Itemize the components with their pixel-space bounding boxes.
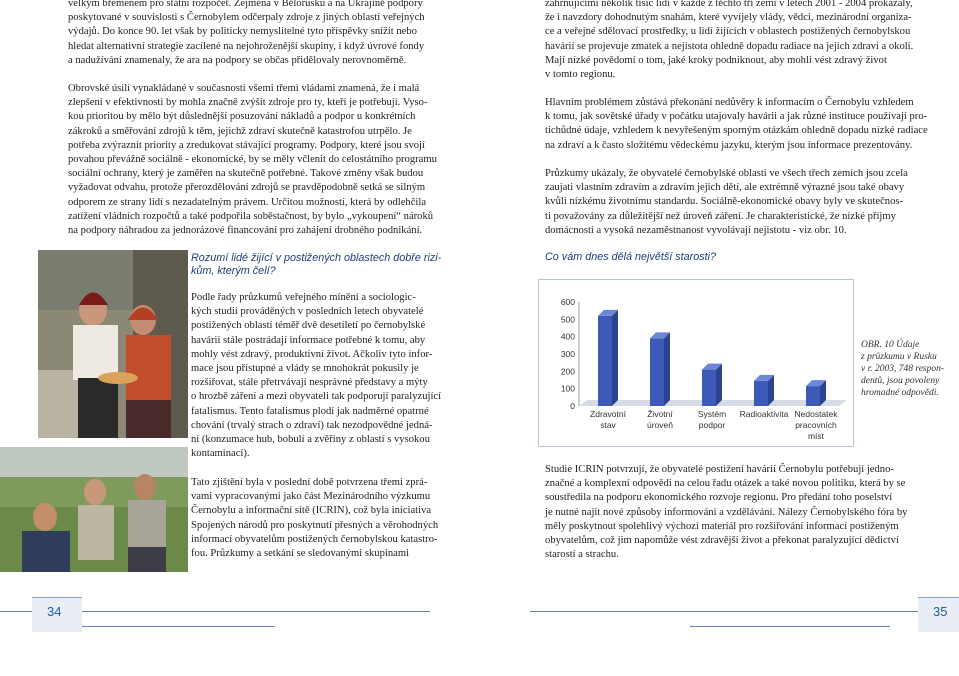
left-intro-line: a nadužívání znamenaly, že ara na podpory se občas přidělovaly nerovnoměrně. — [68, 54, 407, 66]
right-final-line: měly poskytnout spolehlivý výchozí materiál pro rozšiřování informací postiženým — [545, 520, 899, 532]
left-heading-line: kům, kterým čelí? — [191, 265, 276, 277]
right-final-line: je nutné najít nové způsoby informování a vzdělávání. Nálezy Černobylského fóra by — [545, 506, 908, 518]
left-rightcol-line: havárii stále postrádají informace potřebné k tomu, aby — [191, 334, 426, 346]
right-final-line: soustředila na podporu ekonomického rozvoje regionu. Pro předání toho poselství — [545, 492, 893, 504]
caption-line: z průzkumu v Rusku — [861, 352, 937, 362]
left-rightcol-line: kých studií prováděných v posledních letech obyvatelé — [191, 306, 424, 318]
caption-line: hromadné odpovědi. — [861, 388, 939, 398]
left-intro-line: poskytované v souvislosti s Černobylem odčerpaly zdroje z jiných oblastí veřejných — [68, 12, 425, 24]
x-tick-label: Zdravotní stav — [590, 409, 626, 430]
left-intro-line: velkým břemenem pro státní rozpočet. Zejména v Bělorusku a na Ukrajině podpory — [68, 0, 423, 9]
y-tick-label: 400 — [560, 331, 575, 342]
right-intro-line: v tomto regionu. — [545, 69, 616, 81]
right-third-line: zaujati vlastním zdravím a zdravím jejich dětí, ale extrémně výrazné jsou také obavy — [545, 182, 905, 194]
left-intro-line: výdajů. Do konce 90. let však by politicky nemyslitelné tyto příspěvky snížit nebo — [68, 26, 417, 38]
left-rightcol-line: Podle řady průzkumů veřejného mínění a sociologic- — [191, 292, 416, 303]
y-tick-label: 200 — [560, 366, 575, 377]
y-tick-label: 300 — [560, 349, 575, 359]
bar — [754, 381, 768, 406]
x-tick-label: Radioaktivita — [739, 409, 789, 419]
right-second-line: k tomu, jak sovětské úřady v počátku utajovaly havárii a jak různé instituce používají pro- — [545, 111, 928, 123]
right-intro-paragraph — [545, 0, 945, 82]
right-final-paragraph — [545, 463, 945, 562]
left-rightcol-line: chování (trvalý strach o zdraví) tak nezodpovědné jedná- — [191, 419, 433, 431]
y-tick-label: 600 — [560, 297, 575, 307]
left-second-line: zatížení vládních rozpočtů a také podpořila soběstačnost, by bylo „vykoupení“ nároků — [68, 210, 434, 222]
left-final-line: informací obyvatelům postižených černobylskou katastro- — [191, 533, 438, 545]
bar-side — [716, 364, 722, 406]
right-third-line: Průzkumy ukázaly, že obyvatelé černobylské oblasti ve všech třech zemích jsou zcela — [545, 168, 908, 179]
left-second-line: Obrovské úsilí vynakládané v současnosti všemi třemi vládami znamená, že i malá — [68, 83, 420, 94]
left-final-line: vami vypracovanými jako část Mezinárodního výzkumu — [191, 491, 431, 503]
left-second-line: na podpory náhradou za jednorázové financování pro zahájení drobného podnikání. — [68, 225, 423, 237]
left-second-line: povahou převážně sociálně - ekonomické, by se měly včlenit do celostátního programu — [68, 154, 437, 166]
right-final-line: starostí a strachu. — [545, 549, 619, 561]
left-rightcol-line: rozšiřovat, stále přetrvávají nesprávné představy a mýty — [191, 377, 428, 389]
footer-divider-right — [530, 611, 959, 612]
left-rightcol-line: mohly vést zdravý, produktivní život. Ačkoliv tyto infor- — [191, 348, 433, 360]
left-second-paragraph — [68, 82, 450, 238]
right-intro-line: ce a veřejné sdělovací prostředky, u lidí žijících v oblastech postižených černobylskou — [545, 26, 911, 38]
right-third-line: kvůli nízkému životnímu standardu. Sociálně-ekonomické obavy byly ve skutečnos- — [545, 196, 904, 208]
x-tick-label: Nedostatek pracovních míst — [794, 409, 838, 441]
chart-caption — [861, 339, 956, 399]
x-tick-label: Systém podpor — [697, 409, 727, 430]
left-final-line: Černobylu a informační sítě (ICRIN), což byla iniciativa — [191, 505, 432, 517]
y-tick-label: 100 — [560, 383, 575, 394]
left-rightcol-line: mace jsou přístupné a vlády se mnohokrát pokusily je — [191, 363, 419, 375]
caption-line: dentů, jsou povoleny — [861, 376, 940, 386]
two-women-photo — [38, 250, 188, 438]
y-tick-label: 0 — [570, 401, 575, 411]
right-final-line: značné a komplexní odpovědi na celou řadu otázek a také novou politiku, která by se — [545, 478, 906, 490]
footer-divider-right-lower — [690, 626, 890, 627]
left-rightcol-line: postižených oblastí téměř dvě desetiletí po černobylské — [191, 320, 426, 332]
bar — [650, 338, 664, 406]
left-heading — [191, 252, 451, 278]
left-second-line: zákroků a směřování zdrojů k těm, jejichž zdraví skutečně katastrofou utrpělo. Je — [68, 125, 412, 137]
bar-side — [664, 332, 670, 406]
right-second-line: na zdraví a k často složitému vědeckému jazyku, kterým jsou informace prezentovány. — [545, 139, 913, 151]
left-rightcol-line: kontaminací). — [191, 448, 250, 460]
right-intro-line: zahrnujícími několik tisíc lidí v každé z těchto tří zemí v letech 2001 - 2004 prokázaly, — [545, 0, 913, 9]
left-rightcol-line: ní (konzumace hub, bobulí a zvěřiny z oblastí s vysokou — [191, 434, 430, 446]
footer-divider-left-lower — [75, 626, 275, 627]
right-third-line: domácností a vysoká nezaměstnanost vyvolávají nejistotu - viz obr. 10. — [545, 224, 847, 236]
left-intro-paragraph — [68, 0, 450, 68]
right-second-line: Hlavním problémem zůstává překonání nedůvěry k informacím o Černobylu vzhledem — [545, 97, 914, 108]
left-second-line: odporem ze strany lidí s nezadatelným právem. Určitou možností, která by odlehčila — [68, 196, 427, 208]
left-second-line: kou prioritou by mělo být důslednější posuzování nákladů a podpor u konkrétních — [68, 111, 416, 123]
right-intro-line: že i navzdory dohodnutým snahám, které vyvíjely vlády, vědci, mezinárodní organiza- — [545, 12, 912, 24]
right-final-line: Studie ICRIN potvrzují, že obyvatelé postižení havárií Černobylu potřebují jedno- — [545, 464, 894, 475]
right-intro-line: havárií se projevuje zmatek a nejistota ohledně dopadu radiace na jejich zdraví a okolí. — [545, 40, 914, 52]
left-final-line: Spojených národů pro poskytnutí přesných a věrohodných — [191, 519, 439, 531]
x-tick-label: Životní úroveň — [647, 409, 673, 430]
left-intro-line: hledat alternativní strategie zacílené na nejohroženější skupiny, i když úvrové fondy — [68, 40, 425, 52]
left-second-line: vyžadovat odvahu, protože přerozdělování zdrojů se pravděpodobně setká se silným — [68, 182, 426, 194]
bar — [702, 370, 716, 406]
three-men-photo — [0, 447, 188, 572]
left-rightcol-line: fatalismus. Tento fatalismus plodí jak nadměrné opatrné — [191, 405, 429, 417]
right-third-line: ti považovány za důležitější než úroveň záření. Je charakteristické, že nízké příjmy — [545, 210, 896, 222]
left-second-line: zlepšení v efektivnosti by mohla značně zvýšit zdroje pro ty, kteří je potřebují. Vyso- — [68, 97, 428, 109]
left-right-column-paragraph — [191, 291, 451, 461]
left-rightcol-line: o hrozbě záření a mezi obyvateli tak podporují paralyzující — [191, 391, 442, 403]
left-final-line: fou. Průzkumy a setkání se sledovanými skupinami — [191, 548, 410, 560]
page-number-left: 34 — [47, 604, 62, 619]
caption-line: OBR. 10 Údaje — [861, 340, 920, 350]
left-second-line: potřeba zvýraznit priority a zredukovat stávající programy. Podpory, které jsou svojí — [68, 139, 425, 151]
right-intro-line: Mají nízké povědomí o tom, jaké kroky podniknout, aby mohli vést zdravý život — [545, 54, 887, 66]
bar-chart — [538, 279, 854, 447]
left-final-paragraph — [191, 476, 451, 561]
bar-side — [612, 310, 618, 406]
caption-line: v r. 2003, 748 respon- — [861, 364, 945, 374]
left-heading-line: Rozumí lidé žijící v postižených oblastech dobře rizi- — [191, 252, 442, 264]
left-final-line: Tato zjištění byla v poslední době potvrzena třemi zprá- — [191, 477, 428, 488]
y-tick-label: 500 — [560, 314, 575, 325]
right-second-line: tichůdné údaje, vzhledem k nevyřešeným sporným otázkám ohledně dopadu nízké radiace — [545, 125, 928, 137]
right-final-line: obyvatelům, což jim napomůže vést zdravější život a překonat paralyzující dědictví — [545, 535, 899, 547]
right-heading: Co vám dnes dělá největší starosti? — [545, 251, 717, 263]
bar — [598, 316, 612, 406]
bar — [806, 386, 820, 406]
right-second-paragraph — [545, 96, 945, 153]
right-third-paragraph — [545, 167, 945, 238]
left-second-line: sociální ochrany, který je zaměřen na skutečně potřebné. Takové změny však budou — [68, 168, 424, 180]
page-number-right: 35 — [933, 604, 948, 619]
